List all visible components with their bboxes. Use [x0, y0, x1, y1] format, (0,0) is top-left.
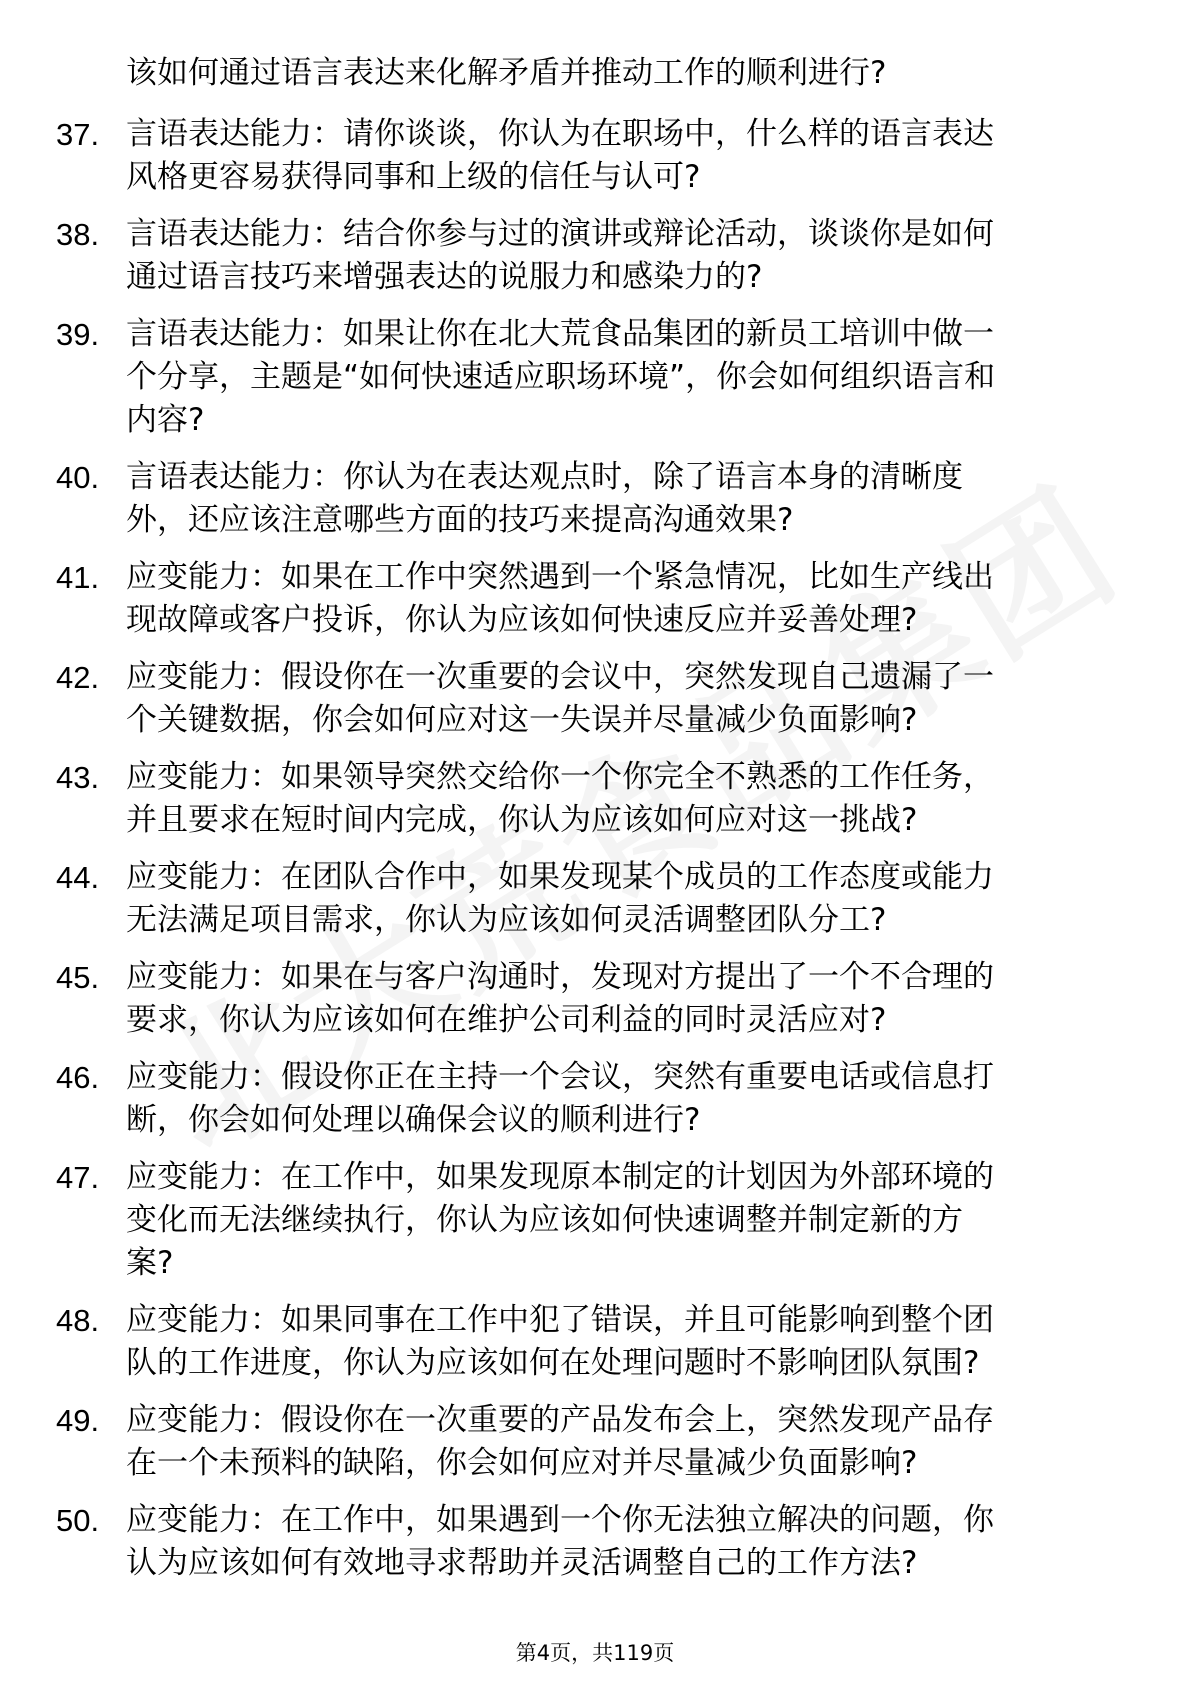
question-text-line: 应变能力：如果同事在工作中犯了错误，并且可能影响到整个团 [126, 1302, 994, 1338]
question-number: 42. [56, 660, 100, 695]
question-item [56, 956, 1126, 1042]
question-text-line: 断，你会如何处理以确保会议的顺利进行? [126, 1102, 701, 1138]
question-text-line: 应变能力：在团队合作中，如果发现某个成员的工作态度或能力 [126, 859, 994, 895]
question-item [56, 313, 1126, 442]
question-text-line: 应变能力：在工作中，如果遇到一个你无法独立解决的问题，你 [126, 1502, 994, 1538]
question-number: 38. [56, 217, 100, 252]
question-item [56, 856, 1126, 942]
question-number: 44. [56, 860, 100, 895]
question-text-line: 言语表达能力：如果让你在北大荒食品集团的新员工培训中做一 [126, 316, 994, 352]
question-text-line: 个分享，主题是“如何快速适应职场环境”，你会如何组织语言和 [126, 359, 996, 395]
question-text-line: 现故障或客户投诉，你认为应该如何快速反应并妥善处理? [126, 602, 918, 638]
question-number: 39. [56, 317, 100, 352]
question-number: 43. [56, 760, 100, 795]
question-text-line: 并且要求在短时间内完成，你认为应该如何应对这一挑战? [126, 802, 918, 838]
question-text-line: 应变能力：假设你在一次重要的会议中，突然发现自己遗漏了一 [126, 659, 994, 695]
question-text-line: 应变能力：如果在与客户沟通时，发现对方提出了一个不合理的 [126, 959, 994, 995]
question-text-line: 言语表达能力：请你谈谈，你认为在职场中，什么样的语言表达 [126, 116, 994, 152]
question-text-line: 无法满足项目需求，你认为应该如何灵活调整团队分工? [126, 902, 887, 938]
page-footer: 第4页，共119页 [515, 1641, 675, 1665]
question-item [56, 1399, 1126, 1485]
question-text-line: 应变能力：如果领导突然交给你一个你完全不熟悉的工作任务， [126, 759, 994, 795]
question-item [56, 1156, 1126, 1285]
continuation-line: 该如何通过语言表达来化解矛盾并推动工作的顺利进行? [126, 55, 887, 91]
question-text-line: 个关键数据，你会如何应对这一失误并尽量减少负面影响? [126, 702, 918, 738]
question-number: 46. [56, 1060, 100, 1095]
question-text-line: 应变能力：在工作中，如果发现原本制定的计划因为外部环境的 [126, 1159, 994, 1195]
question-text-line: 通过语言技巧来增强表达的说服力和感染力的? [126, 259, 763, 295]
question-item [56, 213, 1126, 299]
question-item [56, 456, 1126, 542]
question-text-line: 风格更容易获得同事和上级的信任与认可? [126, 159, 701, 195]
question-text-line: 认为应该如何有效地寻求帮助并灵活调整自己的工作方法? [126, 1545, 918, 1581]
question-item [56, 756, 1126, 842]
question-item [56, 656, 1126, 742]
question-number: 47. [56, 1160, 100, 1195]
question-text-line: 队的工作进度，你认为应该如何在处理问题时不影响团队氛围? [126, 1345, 980, 1381]
question-number: 45. [56, 960, 100, 995]
question-item [56, 113, 1126, 199]
question-item [56, 556, 1126, 642]
question-number: 41. [56, 560, 100, 595]
question-number: 49. [56, 1403, 100, 1438]
question-number: 40. [56, 460, 100, 495]
question-text-line: 应变能力：如果在工作中突然遇到一个紧急情况，比如生产线出 [126, 559, 994, 595]
question-text-line: 言语表达能力：你认为在表达观点时，除了语言本身的清晰度 [126, 459, 963, 495]
question-text-line: 在一个未预料的缺陷，你会如何应对并尽量减少负面影响? [126, 1445, 918, 1481]
question-text-line: 外，还应该注意哪些方面的技巧来提高沟通效果? [126, 502, 794, 538]
questions-container [56, 113, 1126, 1585]
question-number: 37. [56, 117, 100, 152]
question-text-line: 应变能力：假设你正在主持一个会议，突然有重要电话或信息打 [126, 1059, 994, 1095]
question-text-line: 应变能力：假设你在一次重要的产品发布会上，突然发现产品存 [126, 1402, 994, 1438]
question-item [56, 1299, 1126, 1385]
question-number: 50. [56, 1503, 100, 1538]
question-text-line: 变化而无法继续执行，你认为应该如何快速调整并制定新的方 [126, 1202, 963, 1238]
question-number: 48. [56, 1303, 100, 1338]
question-item [56, 1499, 1126, 1585]
question-text-line: 要求，你认为应该如何在维护公司利益的同时灵活应对? [126, 1002, 887, 1038]
question-text-line: 案? [126, 1245, 174, 1281]
question-text-line: 言语表达能力：结合你参与过的演讲或辩论活动，谈谈你是如何 [126, 216, 994, 252]
question-list [56, 52, 1126, 1599]
question-text-line: 内容? [126, 402, 205, 438]
question-item [56, 1056, 1126, 1142]
